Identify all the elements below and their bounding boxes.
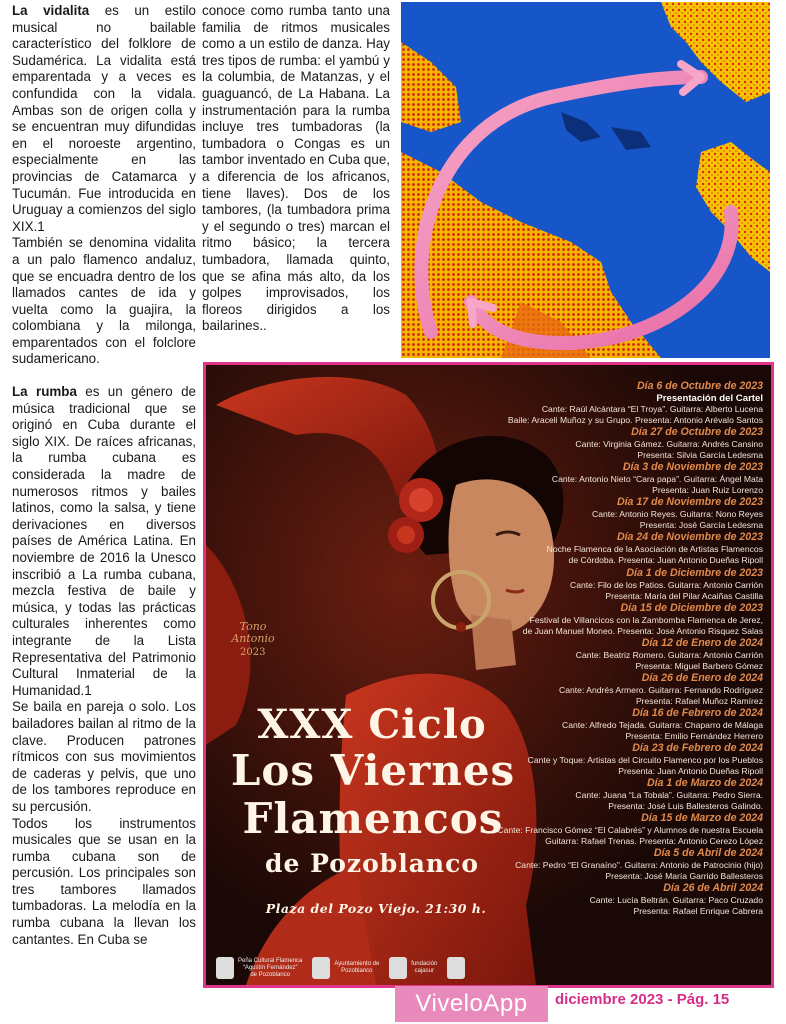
rumba-body: es un género de música tradicional que se originó en Cuba durante el siglo XIX. De raíces africanas, la rumba cubana es considerada la madre de numerosos ritmos y bailes latinos, como la salsa, y tiene derivaciones en diversos países de América Latina. En noviembre de 2016 la Unesco inscribió a La rumba cubana, mezcla festiva de baile y música, y todas las prácticas culturales inherentes como integrante de la Lista Representativa del Patrimonio Cultural Inmaterial de la Humanidad.1 — [12, 384, 196, 698]
vidalita-flamenco-paragraph: También se denomina vidalita a un palo flamenco andaluz, que se encuadra dentro de los llamados cantes de ida y vuelta como la guajira, la colombiana y la milonga, emparentados con el folclore sudamericano. — [12, 235, 196, 367]
program-date: Día 12 de Enero de 2024 — [641, 636, 763, 649]
program-date: Día 16 de Febrero de 2024 — [632, 706, 763, 719]
pena-logo-text — [238, 958, 302, 979]
program-line: Cante: Antonio Reyes. Guitarra: Nono Reyes — [591, 509, 763, 520]
logo-line: Ayuntamiento de — [334, 961, 380, 967]
program-date: Día 3 de Noviembre de 2023 — [622, 461, 763, 474]
program-line: Presenta: José María Garrido Ballesteros — [605, 871, 763, 882]
sponsor-logos — [206, 951, 771, 985]
program-line: Presenta: Rafael Muñoz Ramírez — [635, 695, 763, 706]
program-line: Baile: Araceli Muñoz y su Grupo. Presenta: Antonio Arévalo Santos — [507, 415, 763, 426]
fundacion-logo-mark — [389, 957, 407, 979]
program-line: Presenta: Emilio Fernández Herrero — [625, 730, 763, 741]
program-line: Presenta: Miguel Barbero Gómez — [635, 660, 763, 671]
map-artwork-image — [401, 2, 770, 358]
rumba-continued-paragraph: conoce como rumba tanto una familia de ritmos musicales como a un estilo de danza. Hay tres tipos de rumba: el yambú y la columbia, de Matanzas, y el guaguancó, de La Habana. La instrumentación para la rumba incluye tres tumbadoras (la tumbadora o Congas es un tambor inventado en Cuba que, a diferencia de los africanos, tiene llaves). Dos de los tambores, (la tumbadora prima y el segundo o tres) marcan el ritmo básico; la tercera tumbadora, llamada quinto, que se afina más alto, da los golpes improvisados, los floreos dirigidos a los bailarines.. — [202, 3, 390, 334]
program-date: Día 15 de Diciembre de 2023 — [620, 601, 763, 614]
program-line: Cante: Lucía Beltrán. Guitarra: Paco Cruzado — [589, 895, 763, 906]
viveloapp-brand: ViveloApp — [395, 986, 548, 1022]
program-line: Presenta: Juan Antonio Dueñas Ripoll — [618, 766, 763, 777]
poster-title-line3: de Pozoblanco — [264, 849, 479, 878]
program-line: Presenta: Rafael Enrique Cabrera — [633, 906, 763, 917]
program-date: Día 23 de Febrero de 2024 — [632, 741, 763, 754]
program-line: Noche Flamenca de la Asociación de Artistas Flamencos — [546, 544, 763, 555]
rumba-paragraph — [12, 384, 196, 699]
logo-line: cajasur — [414, 968, 434, 974]
program-line: Cante: Francisco Gómez “El Calabrés” y Alumnos de nuestra Escuela — [497, 825, 763, 836]
poster-title-line2: Flamencos — [242, 794, 504, 843]
program-line: Presenta: Silvia García Ledesma — [637, 450, 763, 461]
left-text-column — [12, 3, 196, 948]
program-date: Día 26 de Enero de 2024 — [641, 671, 763, 684]
ayuntamiento-logo-text — [334, 961, 379, 975]
program-line: de Juan Manuel Moneo. Presenta: José Antonio Risquez Salas — [522, 625, 763, 636]
logo-line: fundación — [411, 961, 438, 967]
rumba-heading: La rumba — [12, 384, 77, 400]
program-line: Cante: Pedro “El Granaíno”. Guitarra: Antonio de Patrocinio (hijo) — [515, 860, 763, 871]
program-line: Guitarra: Rafael Trenas. Presenta: Antonio Cerezo López — [545, 836, 763, 847]
program-date: Día 1 de Marzo de 2024 — [647, 777, 763, 790]
program-line: Cante: Juana “La Tobala”. Guitarra: Pedro Sierra. — [575, 790, 763, 801]
artist-signature: Tono Antonio — [231, 620, 275, 645]
program-line: Presenta: José Luis Ballesteros Galindo. — [608, 801, 763, 812]
program-date: Día 27 de Octubre de 2023 — [631, 426, 763, 439]
middle-text-column — [202, 3, 390, 335]
logo-line: Peña Cultural Flamenca — [238, 957, 303, 964]
ayuntamiento-logo-mark — [312, 957, 330, 979]
fundacion-logo — [389, 957, 437, 979]
program-date: Día 6 de Octubre de 2023 — [636, 380, 763, 392]
pena-logo — [216, 957, 302, 979]
vidalita-paragraph — [12, 3, 196, 235]
flamenco-poster — [203, 362, 774, 988]
map-artwork-svg — [401, 2, 770, 358]
logo-line: de Pozoblanco — [250, 971, 291, 978]
program-line: Presentación del Cartel — [656, 393, 763, 404]
logo-line: “Agustín Fernández” — [242, 964, 298, 971]
program-line: Cante: Raúl Alcántara “El Troya”. Guitarra: Alberto Lucena — [541, 404, 763, 415]
program-line: Presenta: Juan Ruiz Lorenzo — [652, 485, 763, 496]
poster-program — [418, 380, 763, 917]
program-date: Día 24 de Noviembre de 2023 — [616, 531, 763, 544]
program-line: Presenta: José García Ledesma — [639, 520, 763, 531]
poster-title-line1: Los Viernes — [230, 746, 516, 795]
program-date: Día 26 de Abril 2024 — [663, 882, 763, 895]
vidalita-body: es un estilo musical no bailable característico del folklore de Sudamérica. La vidalita está emparentada y a veces es confundida con la vidala. Ambas son de origen colla y se encuentran muy difundidas en el noroeste argentino, especialmente en las provincias de Catamarca y Tucumán. Fue introducida en Uruguay a comienzos del siglo XIX.1 — [12, 3, 196, 234]
program-date: Día 5 de Abril de 2024 — [653, 847, 763, 860]
page-footer: diciembre 2023 - Pág. 15 — [555, 991, 730, 1008]
rumba-instruments-paragraph: Todos los instrumentos musicales que se usan en la rumba cubana son de percusión. Los principales son tres tambores llamados tumbadoras. La melodía en la rumba cubana la llevan los cantantes. En Cuba se — [12, 815, 196, 947]
paragraph-spacer — [12, 368, 196, 384]
program-line: Cante: Filo de los Patios. Guitarra: Antonio Carrión — [570, 579, 763, 590]
program-date: Día 15 de Marzo de 2024 — [641, 812, 763, 825]
pena-logo-mark — [216, 957, 234, 979]
program-line: Cante: Virginia Gámez. Guitarra: Andrés Cansino — [575, 439, 763, 450]
program-line: Cante: Beatriz Romero. Guitarra: Antonio Carrión — [575, 649, 763, 660]
rumba-dance-paragraph: Se baila en pareja o solo. Los bailadores bailan al ritmo de la clave. Producen patrones rítmicos con sus movimientos de caderas y pelvis, que uno de los tambores reproduce en su percusión. — [12, 699, 196, 814]
ayuntamiento-logo — [312, 957, 379, 979]
program-line: Cante: Andrés Armero. Guitarra: Fernando Rodríguez — [559, 684, 763, 695]
program-date: Día 1 de Diciembre de 2023 — [626, 566, 763, 579]
program-line: Presenta: María del Pilar Acaiñas Castilla — [605, 590, 763, 601]
poster-venue: Plaza del Pozo Viejo. 21:30 h. — [265, 901, 487, 916]
fundacion-logo-text — [411, 961, 437, 975]
logo-line: Pozoblanco — [341, 968, 373, 974]
program-line: Cante y Toque: Artistas del Circuito Flamenco por los Pueblos — [527, 754, 763, 765]
program-line: Cante: Antonio Nieto “Cara papa”. Guitarra: Ángel Mata — [551, 474, 763, 485]
artist-signature-year: 2023 — [240, 647, 266, 658]
diputacion-logo-mark — [447, 957, 465, 979]
program-line: Festival de Villancicos con la Zambomba Flamenca de Jerez, — [529, 614, 763, 625]
vidalita-heading: La vidalita — [12, 3, 90, 18]
program-line: Cante: Alfredo Tejada. Guitarra: Chaparro de Málaga — [562, 719, 763, 730]
program-date: Día 17 de Noviembre de 2023 — [616, 496, 763, 509]
poster-ciclo: XXX Ciclo — [257, 701, 487, 748]
diputacion-logo — [447, 957, 469, 979]
program-line: de Córdoba. Presenta: Juan Antonio Dueñas Ripoll — [568, 555, 763, 566]
